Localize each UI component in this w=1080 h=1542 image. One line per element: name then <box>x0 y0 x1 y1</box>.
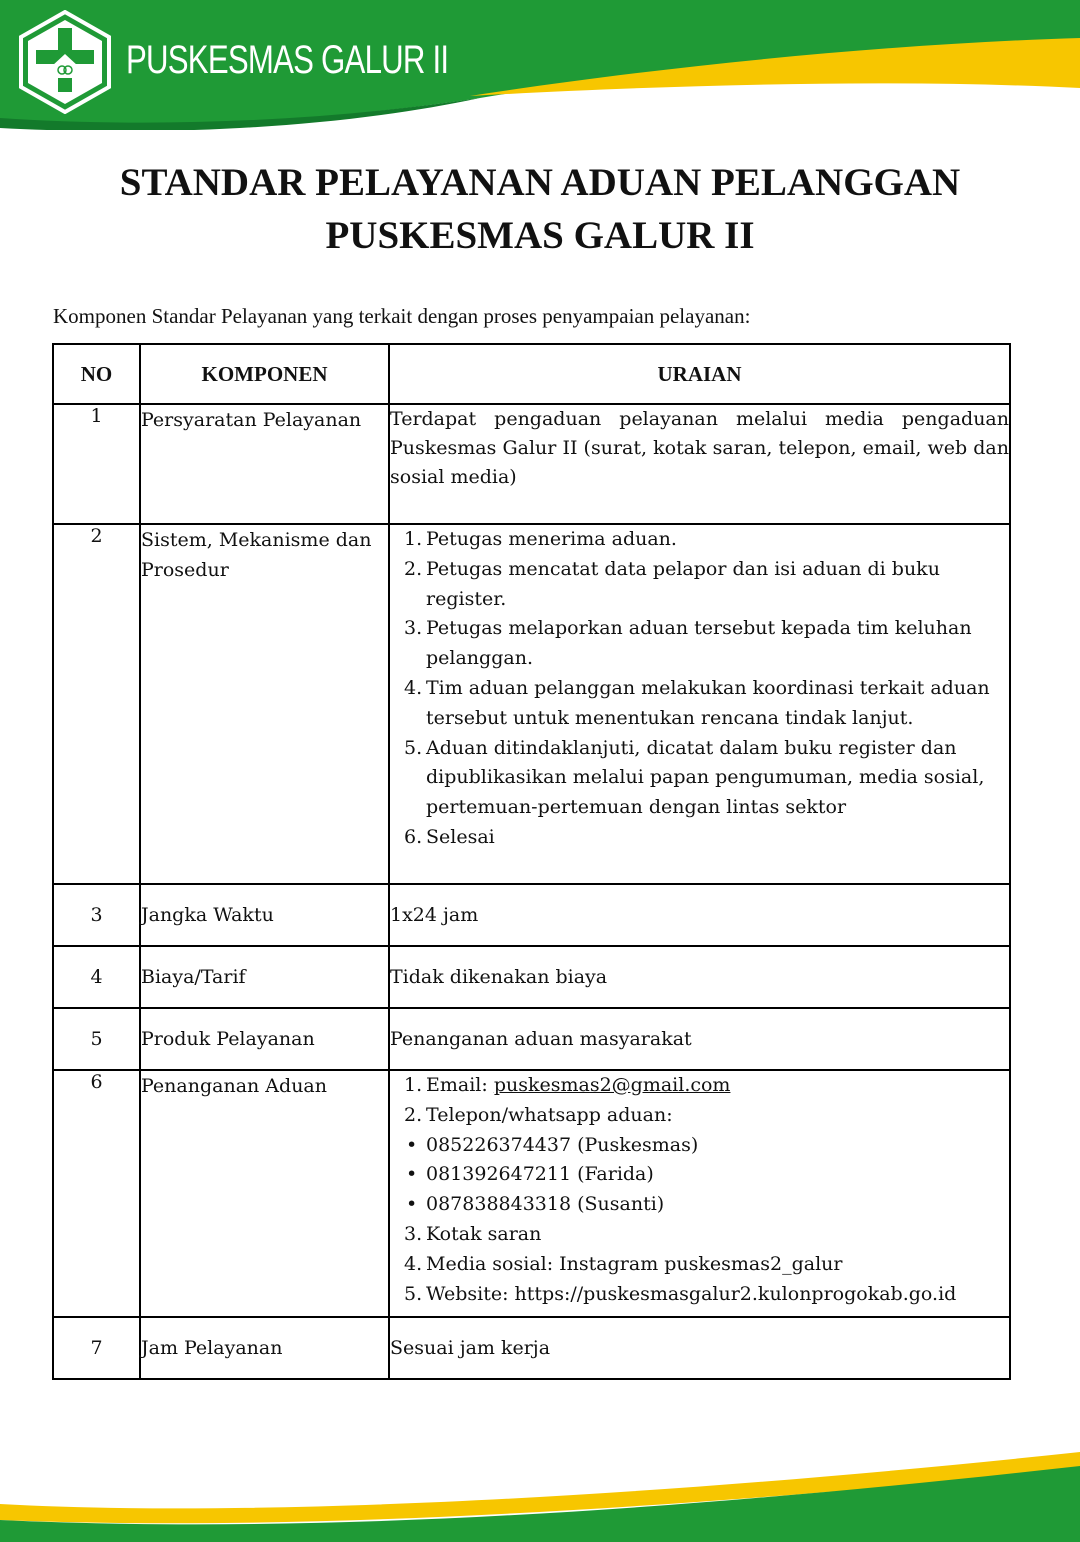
row-komponen: Sistem, Mekanisme dan Prosedur <box>140 524 389 884</box>
row-komponen: Persyaratan Pelayanan <box>140 404 389 524</box>
row-uraian: Penanganan aduan masyarakat <box>389 1008 1010 1070</box>
document-title <box>0 156 1080 262</box>
title-line-1: STANDAR PELAYANAN ADUAN PELANGGAN <box>119 161 961 204</box>
header-komponen: KOMPONEN <box>140 344 389 404</box>
header-no: NO <box>53 344 140 404</box>
footer-banner <box>0 1440 1080 1542</box>
list-item: 6. Selesai <box>404 825 495 848</box>
list-item: • 085226374437 (Puskesmas) <box>406 1133 699 1156</box>
puskesmas-logo-icon <box>18 10 112 114</box>
row-no: 3 <box>53 884 140 946</box>
table-header-row <box>53 344 1010 404</box>
header-uraian: URAIAN <box>389 344 1010 404</box>
row-komponen: Jam Pelayanan <box>140 1317 389 1379</box>
list-item: 2. Telepon/whatsapp aduan: <box>404 1103 673 1126</box>
list-item: 1. Email: puskesmas2@gmail.com <box>404 1074 731 1096</box>
row-no: 1 <box>53 404 140 524</box>
phone-number: 081392647211 (Farida) <box>426 1163 654 1186</box>
row-uraian: Tidak dikenakan biaya <box>389 946 1010 1008</box>
procedure-list <box>390 525 1009 853</box>
row-no: 7 <box>53 1317 140 1379</box>
table-row <box>53 1070 1010 1317</box>
table-row <box>53 1317 1010 1379</box>
table-row <box>53 1008 1010 1070</box>
intro-text: Komponen Standar Pelayanan yang terkait dengan proses penyampaian pelayanan: <box>53 304 751 328</box>
row-uraian <box>389 524 1010 884</box>
phone-number: 085226374437 (Puskesmas) <box>426 1133 699 1156</box>
row-no: 6 <box>53 1070 140 1317</box>
title-line-2: PUSKESMAS GALUR II <box>325 214 755 257</box>
table-row <box>53 404 1010 524</box>
row-no: 5 <box>53 1008 140 1070</box>
list-item: 4. Tim aduan pelanggan melakukan koordinasi terkait aduan tersebut untuk menentukan rencana tindak lanjut. <box>404 676 990 729</box>
list-item: • 087838843318 (Susanti) <box>406 1193 665 1216</box>
list-item: 1. Petugas menerima aduan. <box>404 528 677 550</box>
row-no: 2 <box>53 524 140 884</box>
email-link[interactable]: puskesmas2@gmail.com <box>493 1074 731 1096</box>
service-standard-table <box>52 343 1011 1380</box>
row-komponen: Penanganan Aduan <box>140 1070 389 1317</box>
row-uraian: Terdapat pengaduan pelayanan melalui media pengaduan Puskesmas Galur II (surat, kotak saran, telepon, email, web dan sosial media) <box>389 404 1010 524</box>
list-item: 3. Petugas melaporkan aduan tersebut kepada tim keluhan pelanggan. <box>404 617 972 670</box>
row-komponen: Produk Pelayanan <box>140 1008 389 1070</box>
list-item: 4. Media sosial: Instagram puskesmas2_galur <box>404 1252 843 1275</box>
row-komponen: Jangka Waktu <box>140 884 389 946</box>
list-item: • 081392647211 (Farida) <box>406 1163 654 1186</box>
list-item: 5. Website: https://puskesmasgalur2.kulonprogokab.go.id <box>404 1282 957 1305</box>
table-row <box>53 524 1010 884</box>
table-row <box>53 946 1010 1008</box>
row-no: 4 <box>53 946 140 1008</box>
row-uraian <box>389 1070 1010 1317</box>
row-uraian: Sesuai jam kerja <box>389 1317 1010 1379</box>
row-komponen: Biaya/Tarif <box>140 946 389 1008</box>
list-item: 2. Petugas mencatat data pelapor dan isi aduan di buku register. <box>404 557 940 610</box>
list-item: 5. Aduan ditindaklanjuti, dicatat dalam buku register dan dipublikasikan melalui papan pengumuman, media sosial, pertemuan-pertemuan dengan lintas sektor <box>404 736 985 819</box>
row-uraian: 1x24 jam <box>389 884 1010 946</box>
phone-number: 087838843318 (Susanti) <box>426 1193 665 1216</box>
table-row <box>53 884 1010 946</box>
brand-name: PUSKESMAS GALUR II <box>126 38 449 82</box>
complaint-channel-list <box>390 1071 1009 1309</box>
list-item: 3. Kotak saran <box>404 1222 542 1245</box>
